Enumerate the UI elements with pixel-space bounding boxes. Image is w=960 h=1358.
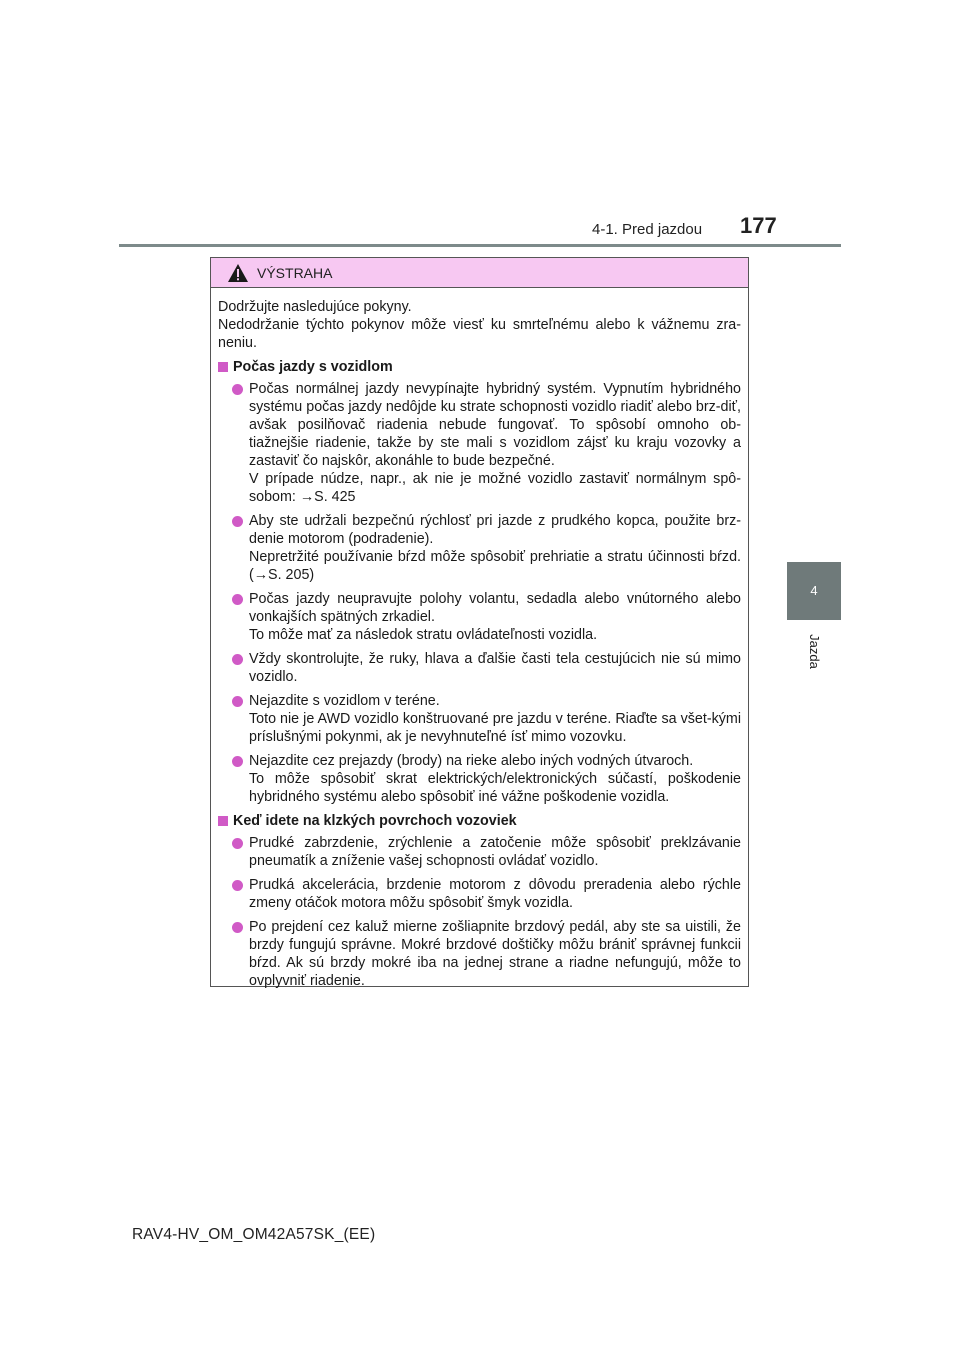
section-heading-text: Keď idete na klzkých povrchoch vozoviek (233, 813, 517, 829)
square-bullet-icon (218, 816, 228, 826)
bullet-line: Nejazdite cez prejazdy (brody) na rieke alebo iných vodných útvaroch. (249, 753, 694, 769)
bullet-item (232, 590, 741, 644)
bullet-line: Vždy skontrolujte, že ruky, hlava a ďalšie časti tela cestujúcich nie sú mimo vozidlo. (249, 651, 741, 685)
chapter-label-text: Jazda (806, 633, 822, 669)
bullet-line: Toto nie je AWD vozidlo konštruované pre jazdu v teréne. Riaďte sa všet-kými príslušnými pokynmi, ak je nevyhnuteľné ísť mimo vozovku. (249, 711, 741, 745)
bullet-line: Prudké zabrzdenie, zrýchlenie a zatočenie môže spôsobiť preklzávanie pneumatík a zníženie vašej schopnosti ovládať vozidlo. (249, 835, 741, 869)
bullet-line: Nepretržité používanie bŕzd môže spôsobiť prehriatie a stratu účinnosti bŕzd. (→S. 205) (249, 549, 741, 583)
chapter-tab (787, 562, 841, 620)
circle-bullet-icon (232, 594, 243, 605)
bullet-line: Prudká akcelerácia, brzdenie motorom z dôvodu preradenia alebo rýchle zmeny otáčok motora môžu spôsobiť šmyk vozidla. (249, 877, 741, 911)
bullet-item (232, 876, 741, 912)
bullet-item (232, 918, 741, 990)
circle-bullet-icon (232, 654, 243, 665)
bullet-text (249, 590, 741, 644)
bullet-line: V prípade núdze, napr., ak nie je možné vozidlo zastaviť normálnym spô-sobom: →S. 425 (249, 471, 741, 505)
section-heading (218, 812, 741, 830)
bullet-text (249, 834, 741, 870)
warning-body (211, 288, 748, 990)
warning-header (211, 258, 748, 288)
bullet-text (249, 752, 741, 806)
bullet-line: Nejazdite s vozidlom v teréne. (249, 693, 440, 709)
bullet-text (249, 650, 741, 686)
square-bullet-icon (218, 362, 228, 372)
bullet-text (249, 918, 741, 990)
section-heading-text: Počas jazdy s vozidlom (233, 359, 393, 375)
header-rule (119, 244, 841, 247)
bullet-line: To môže mať za následok stratu ovládateľnosti vozidla. (249, 627, 598, 643)
circle-bullet-icon (232, 922, 243, 933)
circle-bullet-icon (232, 696, 243, 707)
section-title: 4-1. Pred jazdou (592, 221, 703, 238)
bullet-item (232, 380, 741, 506)
intro-line: Dodržujte nasledujúce pokyny. (218, 299, 412, 315)
warning-box (210, 257, 749, 987)
section-heading (218, 358, 741, 376)
circle-bullet-icon (232, 838, 243, 849)
chapter-label (787, 626, 841, 676)
bullet-item (232, 692, 741, 746)
bullet-line: Počas jazdy neupravujte polohy volantu, sedadla alebo vnútorného alebo vonkajších spätných zrkadiel. (249, 591, 741, 625)
bullet-text (249, 692, 741, 746)
warning-triangle-icon (227, 263, 249, 283)
bullet-line: To môže spôsobiť skrat elektrických/elektronických súčastí, poškodenie hybridného systému alebo spôsobiť iné vážne poškodenie vozidla. (249, 771, 741, 805)
circle-bullet-icon (232, 756, 243, 767)
intro-line: Nedodržanie týchto pokynov môže viesť ku smrteľnému alebo k vážnemu zra-neniu. (218, 317, 741, 351)
circle-bullet-icon (232, 880, 243, 891)
warning-intro (218, 298, 741, 352)
bullet-line: Počas normálnej jazdy nevypínajte hybridný systém. Vypnutím hybridného systému počas jazdy nedôjde ku strate schopnosti vozidlo riadiť alebo brz-diť, avšak posilňovač riadenia nebude fungovať. To spôsobí omnoho ob-tiažnejšie riadenie, takže by ste mali s vozidlom zájsť ku kraju vozovky a zastaviť čo najskôr, akonáhle to bude bezpečné. (249, 381, 741, 469)
bullet-line: Po prejdení cez kaluž mierne zošliapnite brzdový pedál, aby ste sa uistili, že brzdy fungujú správne. Mokré brzdové doštičky môžu brániť správnej funkcii bŕzd. Ak sú brzdy mokré iba na jednej strane a riadne nefungujú, môže to ovplyvniť riadenie. (249, 919, 741, 989)
bullet-text (249, 380, 741, 506)
bullet-item (232, 834, 741, 870)
chapter-number: 4 (810, 583, 818, 598)
bullet-line: Aby ste udržali bezpečnú rýchlosť pri jazde z prudkého kopca, použite brz-denie motorom (podradenie). (249, 513, 741, 547)
page-number: 177 (740, 213, 777, 238)
circle-bullet-icon (232, 384, 243, 395)
circle-bullet-icon (232, 516, 243, 527)
bullet-item (232, 752, 741, 806)
bullet-text (249, 512, 741, 584)
warning-title: VÝSTRAHA (257, 264, 333, 281)
bullet-item (232, 650, 741, 686)
document-code: RAV4-HV_OM_OM42A57SK_(EE) (132, 1226, 376, 1243)
bullet-item (232, 512, 741, 584)
bullet-text (249, 876, 741, 912)
